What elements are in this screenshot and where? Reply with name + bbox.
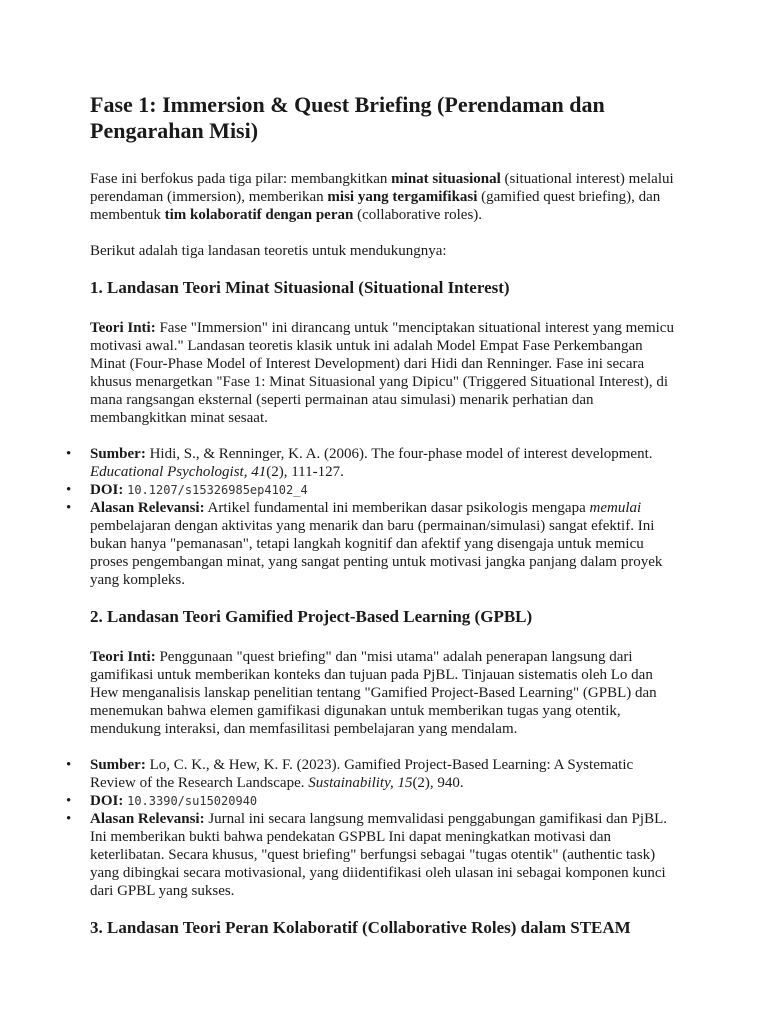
source-label: Sumber: [90,446,146,462]
source-text: Lo, C. K., & Hew, K. F. (2023). Gamified Project-Based Learning: A Systematic Review of the Research Landscape. [90,757,634,791]
doi-label: DOI: [90,482,124,498]
intro-bold-gamified-quest: misi yang tergamifikasi [327,189,478,205]
relevance-item [90,499,678,589]
source-separator: , [243,464,252,480]
reference-list-2 [90,756,678,900]
source-journal: Sustainability [308,775,390,791]
doi-item [90,792,678,810]
relevance-label: Alasan Relevansi: [90,811,205,827]
relevance-text: pembelajaran dengan aktivitas yang menarik dan baru (permainan/simulasi) sangat efektif. Ini bukan hanya "pemanasan", tetapi langkah kognitif dan afektif yang disengaja untuk memicu proses pengembangan minat, yang sangat penting untuk motivasi jangka panjang dalam proyek yang kompleks. [90,518,663,588]
source-volume: 41 [251,464,267,480]
core-theory-label: Teori Inti: [90,320,156,336]
section-heading-3: 3. Landasan Teori Peran Kolaboratif (Collaborative Roles) dalam STEAM [90,918,631,937]
source-label: Sumber: [90,757,146,773]
core-theory-text: Penggunaan "quest briefing" dan "misi utama" adalah penerapan langsung dari gamifikasi untuk memberikan konteks dan tujuan pada PjBL. Tinjauan sistematis oleh Lo dan Hew menganalisis lanskap penelitian tentang "Gamified Project-Based Learning" (GPBL) dan menemukan bahwa elemen gamifikasi digunakan untuk memberikan tugas yang otentik, mendukung interaksi, dan memfasilitasi pembelajaran yang mendalam. [90,649,657,737]
doi-value: 10.1207/s15326985ep4102_4 [127,483,308,497]
intro-text: (collaborative roles). [353,207,483,223]
relevance-text: Artikel fundamental ini memberikan dasar psikologis mengapa [204,500,590,516]
relevance-item [90,810,678,900]
source-journal: Educational Psychologist [90,464,244,480]
doi-label: DOI: [90,793,124,809]
intro-text: (gamified quest briefing), dan membentuk [90,189,661,223]
intro-text: (situational interest) melalui perendaman (immersion), memberikan [90,171,674,205]
core-theory-paragraph-1 [90,319,678,427]
doi-item [90,481,678,499]
lead-paragraph: Berikut adalah tiga landasan teoretis untuk mendukungnya: [90,243,447,259]
page-title: Fase 1: Immersion & Quest Briefing (Perendaman dan Pengarahan Misi) [90,92,605,143]
relevance-label: Alasan Relevansi: [90,500,205,516]
intro-paragraph [90,170,678,224]
intro-bold-collaborative-team: tim kolaboratif dengan peran [164,207,354,223]
section-heading-1: 1. Landasan Teori Minat Situasional (Situational Interest) [90,278,510,297]
source-text: Hidi, S., & Renninger, K. A. (2006). The four-phase model of interest development. [145,446,653,462]
source-volume: 15 [397,775,413,791]
intro-text: Fase ini berfokus pada tiga pilar: membangkitkan [90,171,392,187]
source-issue-pages: (2), 940. [412,775,464,791]
relevance-text: Jurnal ini secara langsung memvalidasi penggabungan gamifikasi dan PjBL. Ini memberikan bukti bahwa pendekatan GSPBL Ini dapat meningkatkan motivasi dan keterlibatan. Secara khusus, "quest briefing" berfungsi sebagai "tugas otentik" (authentic task) yang dibingkai secara motivasional, yang diidentifikasi oleh ulasan ini sebagai komponen kunci dari GPBL yang sukses. [90,811,667,899]
source-separator: , [389,775,398,791]
intro-bold-situational-interest: minat situasional [391,171,501,187]
reference-list-1 [90,445,678,589]
section-heading-2: 2. Landasan Teori Gamified Project-Based Learning (GPBL) [90,607,533,626]
relevance-emphasis: memulai [589,500,642,516]
doi-value: 10.3390/su15020940 [127,794,258,808]
source-item [90,756,678,792]
source-issue-pages: (2), 111-127. [266,464,344,480]
core-theory-text: Fase "Immersion" ini dirancang untuk "menciptakan situational interest yang memicu motivasi awal." Landasan teoretis klasik untuk ini adalah Model Empat Fase Perkembangan Minat (Four-Phase Model of Interest Development) dari Hidi dan Renninger. Fase ini secara khusus menargetkan "Fase 1: Minat Situasional yang Dipicu" (Triggered Situational Interest), di mana rangsangan eksternal (seperti permainan atau simulasi) menarik perhatian dan membangkitkan minat sesaat. [90,320,674,426]
core-theory-paragraph-2 [90,648,678,738]
core-theory-label: Teori Inti: [90,649,156,665]
source-item [90,445,678,481]
